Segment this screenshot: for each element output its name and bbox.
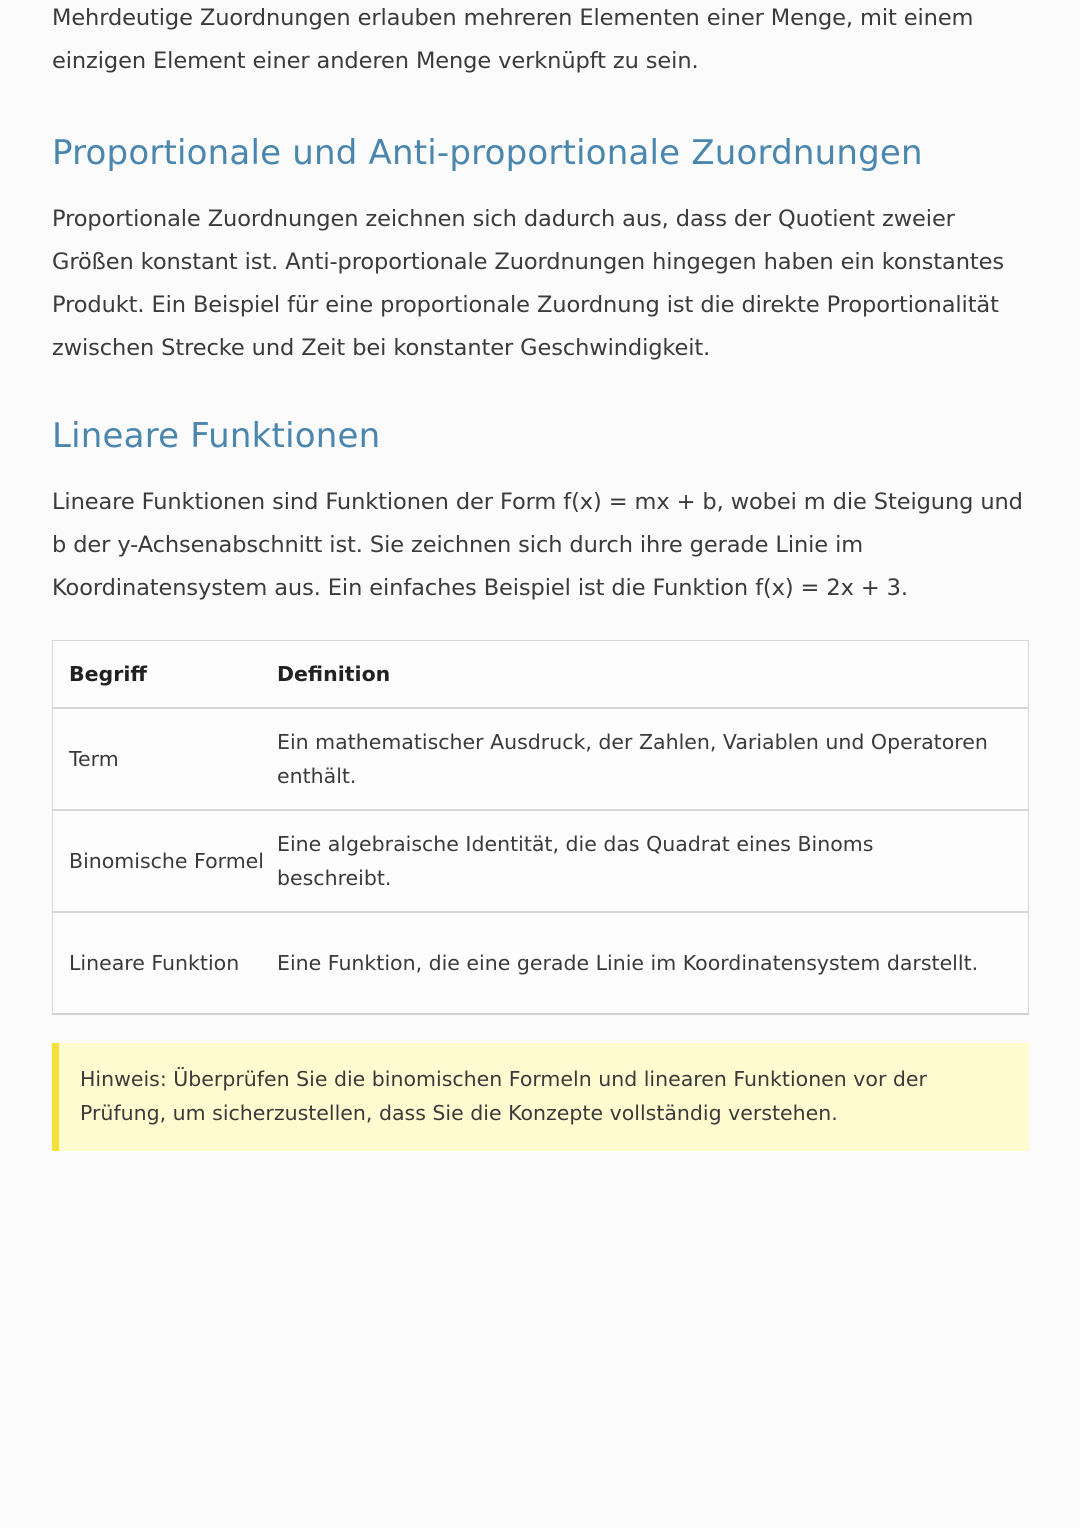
table-row [53, 809, 1028, 911]
document-content [52, 0, 1029, 1151]
table-cell-term: Binomische Formel [69, 849, 264, 873]
table-cell-definition: Eine algebraische Identität, die das Quadrat eines Binoms beschreibt. [277, 832, 874, 890]
intro-paragraph: Mehrdeutige Zuordnungen erlauben mehreren Elementen einer Menge, mit einem einzigen Element einer anderen Menge verknüpft zu sein. [52, 5, 974, 74]
section-paragraph-proportional: Proportionale Zuordnungen zeichnen sich dadurch aus, dass der Quotient zweier Größen konstant ist. Anti-proportionale Zuordnungen hingegen haben ein konstantes Produkt. Ein Beispiel für eine proportionale Zuordnung ist die direkte Proportionalität zwischen Strecke und Zeit bei konstanter Geschwindigkeit. [52, 206, 1004, 361]
definitions-table [52, 640, 1029, 1015]
table-cell-definition: Eine Funktion, die eine gerade Linie im Koordinatensystem darstellt. [277, 951, 979, 975]
table-cell-definition: Ein mathematischer Ausdruck, der Zahlen, Variablen und Operatoren enthält. [277, 730, 988, 788]
section-heading-linear-functions: Lineare Funktionen [52, 416, 381, 456]
section-paragraph-linear-functions: Lineare Funktionen sind Funktionen der Form f(x) = mx + b, wobei m die Steigung und b der y-Achsenabschnitt ist. Sie zeichnen sich durch ihre gerade Linie im Koordinatensystem aus. Ein einfaches Beispiel ist die Funktion f(x) = 2x + 3. [52, 489, 1023, 601]
table-cell-term: Lineare Funktion [69, 951, 240, 975]
table-row [53, 707, 1028, 809]
table-cell-term: Term [69, 747, 119, 771]
table-row [53, 911, 1028, 1013]
table-header-row [53, 641, 1028, 707]
table-header-definition: Definition [277, 662, 391, 686]
table-header-term: Begriff [69, 662, 147, 686]
hint-callout: Hinweis: Überprüfen Sie die binomischen Formeln und linearen Funktionen vor der Prüfung, um sicherzustellen, dass Sie die Konzepte vollständig verstehen. [52, 1043, 1029, 1151]
section-heading-proportional: Proportionale und Anti-proportionale Zuordnungen [52, 133, 923, 173]
